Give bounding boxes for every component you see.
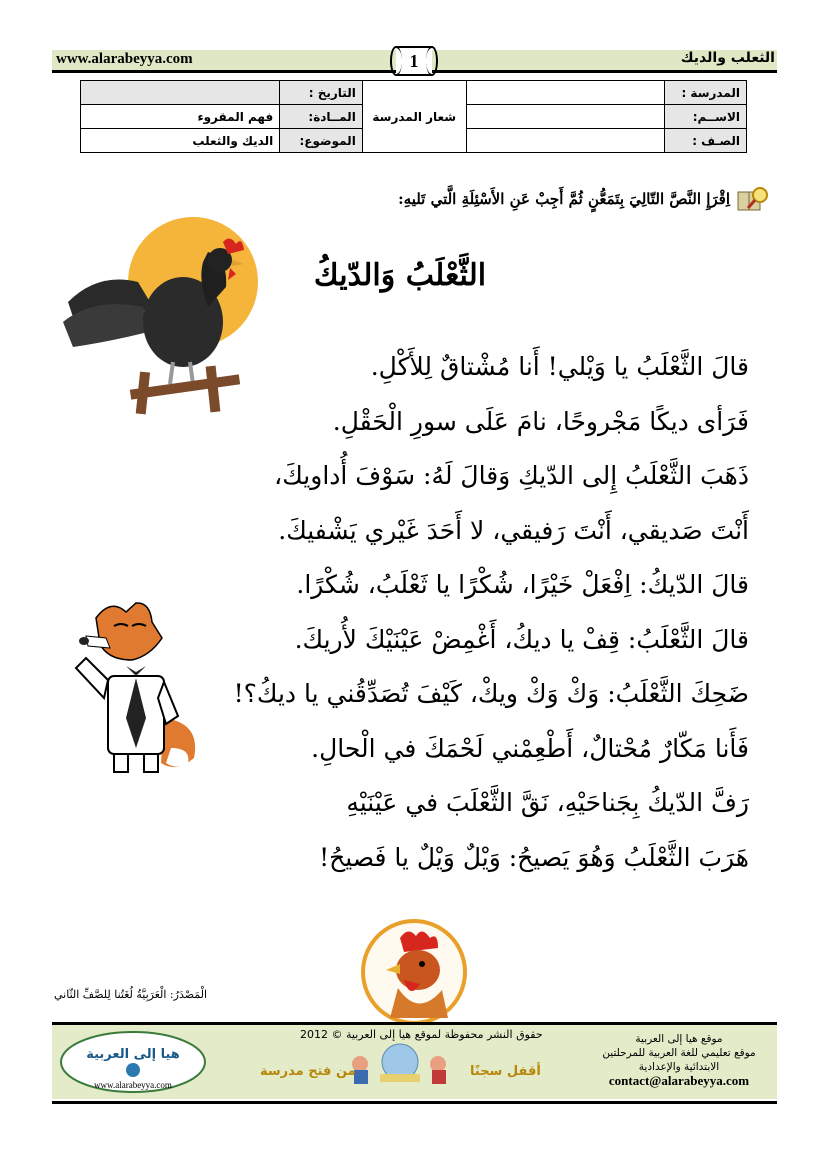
- kids-reading-illustration: [330, 1040, 470, 1086]
- class-field[interactable]: [466, 129, 664, 153]
- story-line: قالَ الدّيكُ: اِفْعَلْ خَيْرًا، شُكْرًا يا ثَعْلَبُ، شُكْرًا.: [296, 570, 749, 599]
- story-line: قالَ الثَّعْلَبُ: قِفْ يا ديكُ، أَغْمِضْ عَيْنَيْكَ لأُريكَ.: [294, 624, 749, 654]
- lesson-title-top: الثعلب والديك: [680, 50, 775, 66]
- topic-label: الموضوع:: [280, 129, 363, 153]
- copyright-notice: حقوق النشر محفوظة لموقع هيا إلى العربية © 2012: [300, 1028, 543, 1041]
- slogan-part-2: أقفل سجنًا: [470, 1064, 541, 1079]
- site-description-2: الابتدائية والإعدادية: [638, 1061, 720, 1073]
- source-citation: الْمَصْدَرُ: الْعَرَبِيَّةُ لُغَتُنا لِلصَّفِّ الثّاني: [54, 988, 208, 1001]
- date-label: التاريخ :: [280, 81, 363, 105]
- rooster-head-illustration: [360, 918, 468, 1026]
- class-label: الصـف :: [664, 129, 746, 153]
- site-name: موقع هيا إلى العربية: [635, 1033, 723, 1045]
- story-line: هَرَبَ الثَّعْلَبُ وَهُوَ يَصيحُ: وَيْلٌ وَيْلٌ يا فَصيحُ!: [319, 842, 749, 872]
- site-logo[interactable]: [58, 1028, 208, 1096]
- site-url[interactable]: www.alarabeyya.com: [56, 51, 193, 67]
- topic-value: الديك والثعلب: [81, 129, 280, 153]
- name-field[interactable]: [466, 105, 664, 129]
- story-line: ذَهَبَ الثَّعْلَبُ إِلى الدّيكِ وَقالَ لَهُ: سَوْفَ أُداويكَ،: [274, 461, 749, 490]
- book-magnifier-icon: [736, 184, 770, 214]
- story-line: رَفَّ الدّيكُ بِجَناحَيْهِ، نَقَّ الثَّعْلَبَ في عَيْنَيْهِ: [346, 788, 749, 817]
- site-description-1: موقع تعليمي للغة العربية للمرحلتين: [602, 1047, 756, 1059]
- instruction-row: [130, 184, 770, 214]
- site-info: [599, 1032, 759, 1088]
- date-field[interactable]: [81, 81, 280, 105]
- name-label: الاســم:: [664, 105, 746, 129]
- svg-text:هيا إلى العربية: هيا إلى العربية: [86, 1047, 180, 1062]
- page-number: 1: [396, 46, 432, 76]
- school-label: المدرسة :: [664, 81, 746, 105]
- instruction-text: اِقْرَإِ النَّصَّ التّالِيَ بِتَمَعُّنٍ ثُمَّ أَجِبْ عَنِ الأَسْئِلَةِ الَّتي تَليهِ:: [398, 190, 730, 208]
- school-field[interactable]: [466, 81, 664, 105]
- contact-email[interactable]: contact@alarabeyya.com: [608, 1073, 750, 1088]
- logo-url: www.alarabeyya.com: [94, 1080, 172, 1090]
- fox-illustration: [66, 598, 206, 778]
- subject-label: المــادة:: [280, 105, 363, 129]
- slogan-part-1: من فتح مدرسة: [260, 1064, 356, 1079]
- story-title: الثَّعْلَبُ وَالدّيكُ: [313, 258, 487, 293]
- subject-value: فهم المقروء: [81, 105, 280, 129]
- story-line: قالَ الثَّعْلَبُ يا وَيْلي! أَنا مُشْتاقٌ لِلأَكْلِ.: [370, 352, 749, 381]
- story-text: [189, 340, 749, 885]
- story-line: فَرَأى ديكًا مَجْروحًا، نامَ عَلَى سورِ الْحَقْلِ.: [332, 406, 749, 436]
- story-line: أَنْتَ صَديقي، أَنْتَ رَفيقي، لا أَحَدَ غَيْري يَشْفيكَ.: [278, 515, 749, 545]
- story-line: ضَحِكَ الثَّعْلَبُ: وَكْ وَكْ ويكْ، كَيْفَ تُصَدِّقُني يا ديكُ؟!: [233, 679, 749, 708]
- footer-divider-bottom: [52, 1101, 777, 1104]
- school-logo-label: شعار المدرسة: [362, 81, 466, 153]
- story-line: فَأَنا مَكّارٌ مُحْتالٌ، أَطْعِمْني لَحْمَكَ في الْحالِ.: [311, 733, 749, 763]
- student-info-table: [80, 80, 747, 153]
